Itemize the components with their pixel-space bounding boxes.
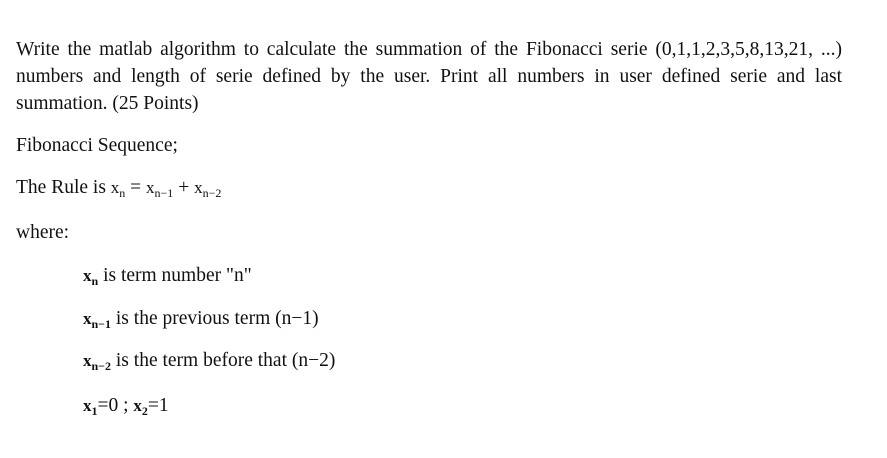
initial-sub2: 2 <box>141 404 148 418</box>
initial-var2: x <box>133 396 142 415</box>
definition-text: is the term before that (n−2) <box>115 350 336 371</box>
definition-text: is term number "n" <box>103 265 252 286</box>
sequence-heading: Fibonacci Sequence; <box>16 135 178 156</box>
definition-var: x <box>83 351 92 370</box>
rule-formula <box>16 177 221 199</box>
rule-sub-term2: n−2 <box>202 186 222 200</box>
rule-sub-lhs: n <box>119 186 126 200</box>
definition-text: is the previous term (n−1) <box>115 308 319 329</box>
rule-sub-term1: n−1 <box>154 186 174 200</box>
rule-var-lhs: x <box>110 178 120 197</box>
definition-var: x <box>83 266 92 285</box>
rule-var-term1: x <box>146 178 155 197</box>
initial-val1: =0 <box>97 395 119 416</box>
definition-sub: n−2 <box>91 359 112 373</box>
definition-item <box>83 350 335 372</box>
initial-val2: =1 <box>147 395 169 416</box>
initial-sub1: 1 <box>91 404 98 418</box>
where-label: where: <box>16 222 70 243</box>
definition-sub: n−1 <box>91 317 112 331</box>
rule-plus: + <box>178 177 190 198</box>
rule-prefix: The Rule is <box>16 177 106 198</box>
definition-sub: n <box>91 274 99 288</box>
initial-values <box>83 395 169 417</box>
definition-item <box>83 308 319 330</box>
definition-var: x <box>83 309 92 328</box>
initial-var1: x <box>83 396 92 415</box>
rule-var-term2: x <box>194 178 203 197</box>
question-text: Write the matlab algorithm to calculate the summation of the Fibonacci serie (0,1,1,2,3,5,8,13,21, ...) numbers and length of serie defined by the user. Print all numbers in user defined serie and last summation. (25 Points) <box>16 39 842 114</box>
rule-equals: = <box>130 177 142 198</box>
definition-item <box>83 265 252 287</box>
initial-separator: ; <box>123 395 129 416</box>
